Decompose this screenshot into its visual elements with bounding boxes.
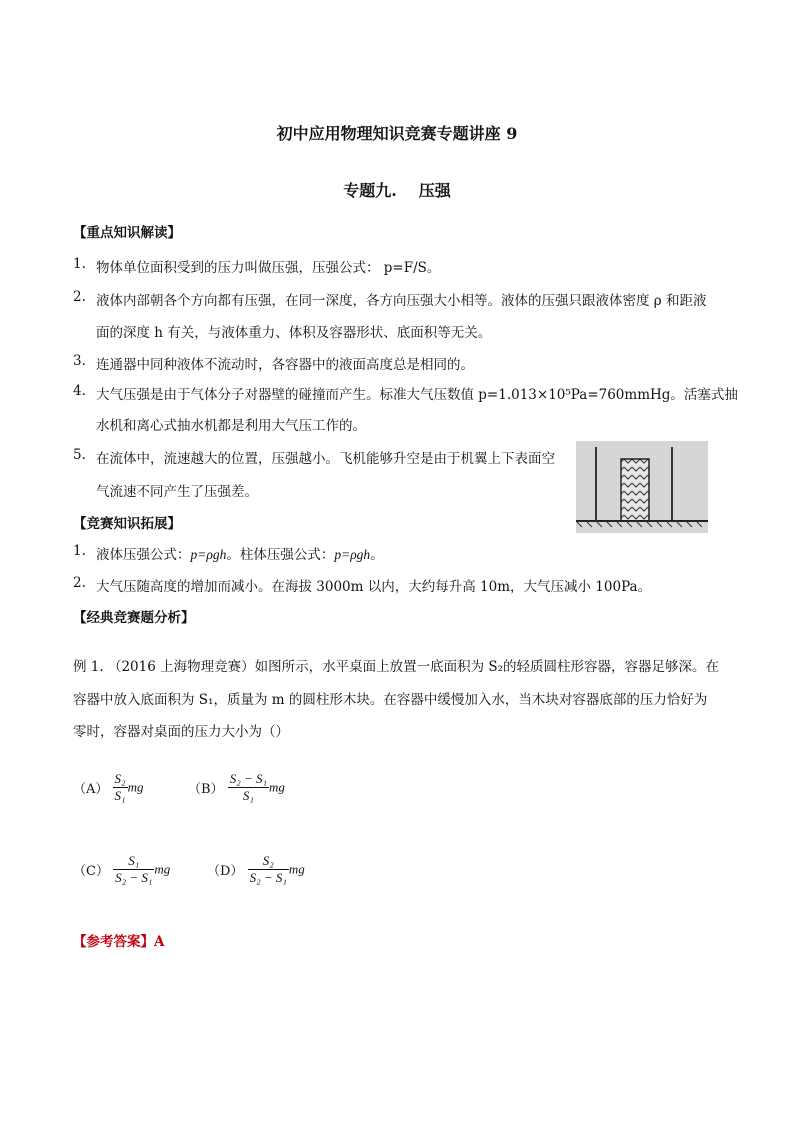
topic-label: 专题九. <box>343 181 397 200</box>
liquid-pressure-formula: p=ρgh <box>190 547 227 562</box>
example-line-1: 例 1. （2016 上海物理竞赛）如图所示，水平桌面上放置一底面积为 S₂的轻质圆柱形容器，容器足够深。在 <box>73 659 720 675</box>
ext-item-1-text: 液体压强公式：p=ρgh。柱体压强公式：p=ρgh。 <box>96 547 384 563</box>
document-title: 初中应用物理知识竞赛专题讲座 9 <box>276 124 518 143</box>
key-item-5-line-2: 气流速不同产生了压强差。 <box>96 484 258 500</box>
key-item-3-text: 连通器中同种液体不流动时，各容器中的液面高度总是相同的。 <box>96 357 474 373</box>
option-a-fraction: $\frac{\text{S₂}}{\text{S₁}}$ <box>114 771 126 803</box>
ext-item-2-num: 2. <box>73 575 86 591</box>
wooden-block <box>621 459 649 521</box>
key-item-4-line-2: 水机和离心式抽水机都是利用大气压工作的。 <box>96 418 366 434</box>
section-competition-extension: 【竞赛知识拓展】 <box>73 516 181 532</box>
topic-name: 压强 <box>418 181 451 200</box>
option-b-fraction: $\frac{\text{S₂ − S₁}}{\text{S₁}}$ <box>229 771 268 803</box>
option-a: （A） $\frac{\text{S₂}}{\text{S₁}}$ mg <box>73 771 144 803</box>
key-item-2-num: 2. <box>73 289 86 305</box>
key-item-2-line-1: 液体内部朝各个方向都有压强，在同一深度，各方向压强大小相等。液体的压强只跟液体密度 ρ 和距液 <box>96 293 707 309</box>
key-item-3-num: 3. <box>73 353 86 369</box>
option-b: （B） $\frac{\text{S₂ − S₁}}{\text{S₁}}$ mg <box>188 771 285 803</box>
section-classic-analysis: 【经典竞赛题分析】 <box>73 610 195 626</box>
key-item-5-line-1: 在流体中，流速越大的位置，压强越小。飞机能够升空是由于机翼上下表面空 <box>96 451 555 467</box>
key-item-1-num: 1. <box>73 256 86 272</box>
option-d-fraction: $\frac{\text{S₂}}{\text{S₂ − S₁}}$ <box>249 853 287 885</box>
option-c-fraction: $\frac{\text{S₁}}{\text{S₂ − S₁}}$ <box>115 853 153 885</box>
key-item-4-line-1: 大气压强是由于气体分子对器壁的碰撞而产生。标准大气压数值 p=1.013×10⁵Pa=760mmHg。活塞式抽 <box>96 387 738 403</box>
ext-item-1-num: 1. <box>73 543 86 559</box>
topic-heading <box>0 178 794 201</box>
key-item-4-num: 4. <box>73 383 86 399</box>
key-item-1-text: 物体单位面积受到的压力叫做压强，压强公式： p=F/S。 <box>96 260 441 276</box>
key-item-2-line-2: 面的深度 h 有关，与液体重力、体积及容器形状、底面积等无关。 <box>96 325 492 341</box>
container-block-figure <box>576 441 708 533</box>
example-line-3: 零时，容器对桌面的压力大小为（） <box>73 724 289 740</box>
example-line-2: 容器中放入底面积为 S₁，质量为 m 的圆柱形木块。在容器中缓慢加入水，当木块对容器底部的压力恰好为 <box>73 692 708 708</box>
option-c: （C） $\frac{\text{S₁}}{\text{S₂ − S₁}}$ mg <box>73 853 171 885</box>
key-item-5-num: 5. <box>73 447 86 463</box>
reference-answer: 【参考答案】A <box>73 934 165 950</box>
option-d: （D） $\frac{\text{S₂}}{\text{S₂ − S₁}}$ mg <box>207 853 305 885</box>
ext-item-2-text: 大气压随高度的增加而减小。在海拔 3000m 以内，大约每升高 10m，大气压减小 100Pa。 <box>96 579 652 595</box>
section-key-knowledge: 【重点知识解读】 <box>73 225 181 241</box>
column-pressure-formula: p=ρgh <box>334 547 371 562</box>
